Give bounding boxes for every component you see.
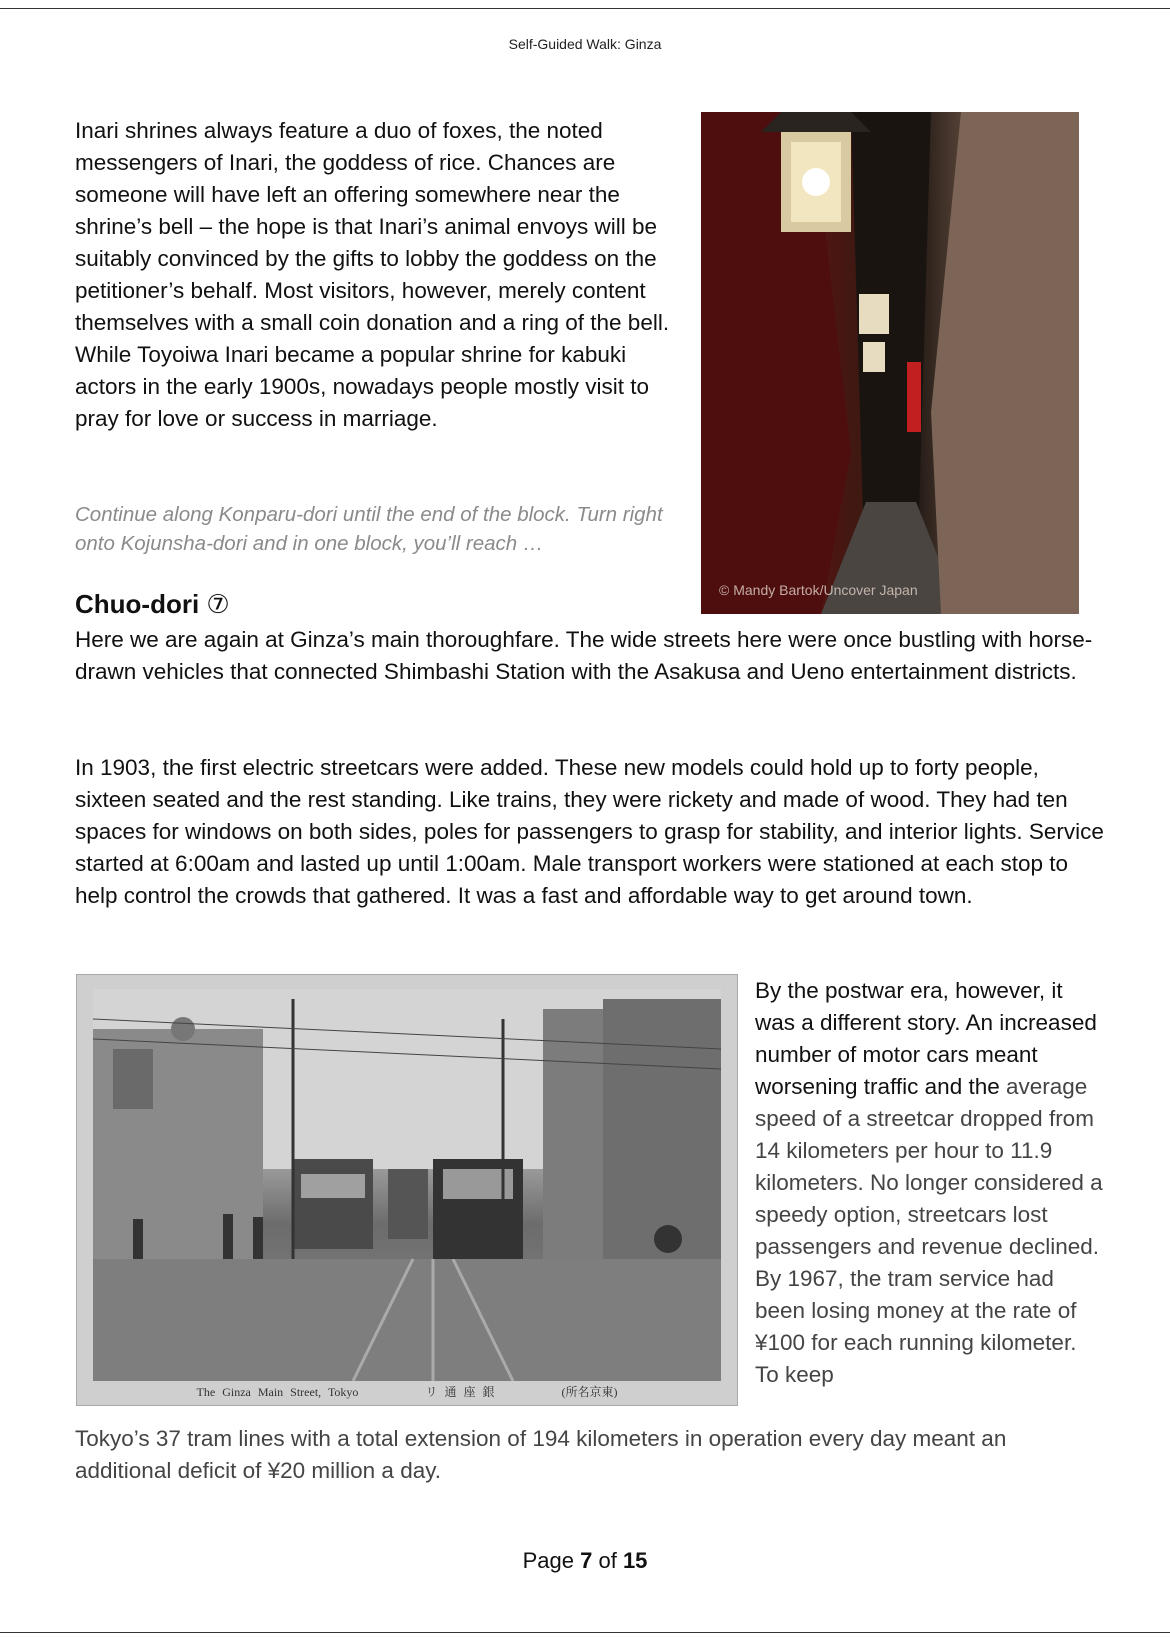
bottom-rule (0, 1632, 1170, 1633)
caption-japanese: リ 通 座 銀 (425, 1385, 495, 1399)
page-header: Self-Guided Walk: Ginza (508, 36, 662, 52)
chuo-paragraph-3-part-a: By the postwar era, however, it was a different story. An increased number of motor cars meant worsening traffic and the (755, 978, 1097, 1099)
caption-japanese-publisher: (所名京東) (561, 1385, 618, 1399)
caption-english: The Ginza Main Street, Tokyo (196, 1385, 359, 1399)
section-title: Chuo-dori (75, 589, 200, 619)
chuo-paragraph-3 (755, 975, 1105, 1391)
ginza-street-postcard-photo (76, 974, 738, 1406)
footer-total-pages: 15 (622, 1548, 648, 1573)
chuo-paragraph-1: Here we are again at Ginza’s main thoroughfare. The wide streets here were once bustling with horse-drawn vehicles that connected Shimbashi Station with the Asakusa and Ueno entertainment districts. (75, 627, 1093, 684)
chuo-paragraph-3-part-b: average speed of a streetcar dropped from 14 kilometers per hour to 11.9 kilometers. No longer considered a speedy option, streetcars lost passengers and revenue declined. By 1967, the tram service had been losing money at the rate of ¥100 for each running kilometer. To keep (755, 1074, 1103, 1387)
chuo-paragraph-2: In 1903, the first electric streetcars were added. These new models could hold up to forty people, sixteen seated and the rest standing. Like trains, they were rickety and made of wood. They had ten spaces for windows on both sides, poles for passengers to grasp for stability, and interior lights. Service started at 6:00am and lasted up until 1:00am. Male transport workers were stationed at each stop to help control the crowds that gathered. It was a fast and affordable way to get around town. (75, 755, 1104, 908)
stop-number: ⑦ (206, 589, 230, 619)
footer-of-label: of (598, 1548, 617, 1573)
chuo-paragraph-3-continued: Tokyo’s 37 tram lines with a total extension of 194 kilometers in operation every day meant an additional deficit of ¥20 million a day. (75, 1426, 1007, 1483)
photo-credit: © Mandy Bartok/Uncover Japan (719, 582, 918, 598)
alley-lantern-photo (701, 112, 1079, 614)
intro-paragraph: Inari shrines always feature a duo of foxes, the noted messengers of Inari, the goddess of rice. Chances are someone will have left an offering somewhere near the shrine’s bell – the hope is that Inari’s animal envoys will be suitably convinced by the gifts to lobby the goddess on the petitioner’s behalf. Most visitors, however, merely content themselves with a small coin donation and a ring of the bell. While Toyoiwa Inari became a popular shrine for kabuki actors in the early 1900s, nowadays people mostly visit to pray for love or success in marriage. (75, 118, 670, 431)
section-heading-chuo-dori (75, 588, 230, 620)
footer-page-label: Page (522, 1548, 574, 1573)
page-footer (0, 1548, 1170, 1574)
footer-current-page: 7 (580, 1548, 593, 1573)
postcard-caption (77, 1383, 737, 1400)
top-rule (0, 8, 1170, 9)
walking-direction: Continue along Konparu-dori until the end of the block. Turn right onto Kojunsha-dori and in one block, you’ll reach … (75, 503, 663, 555)
